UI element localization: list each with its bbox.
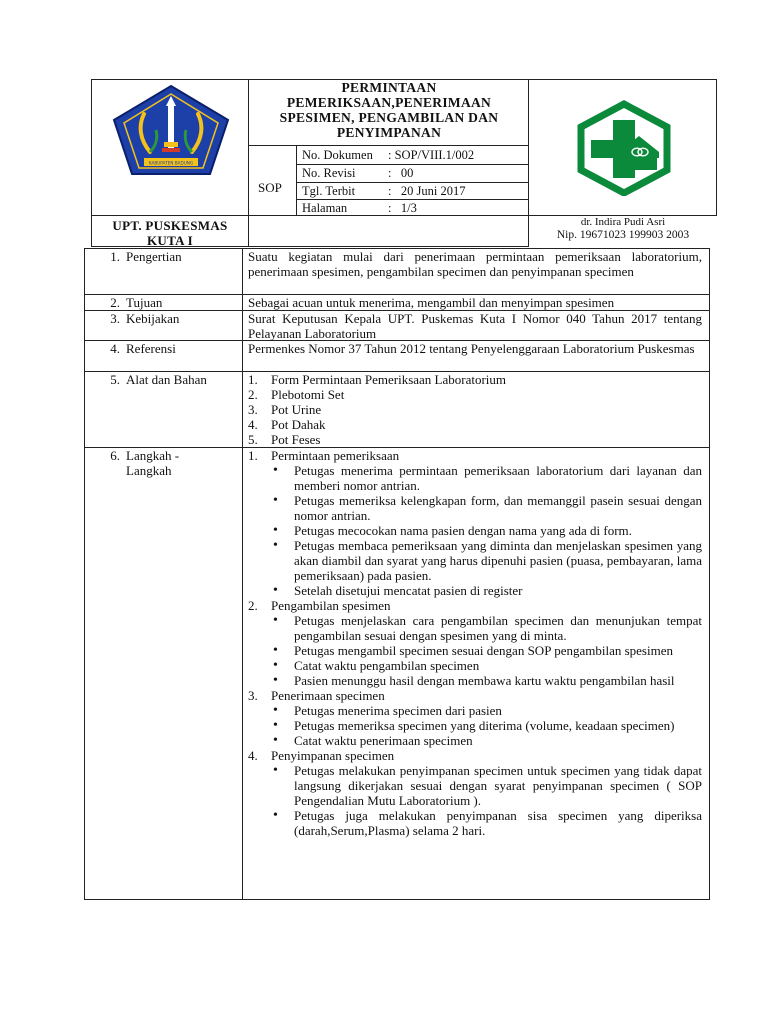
step-bullet: • Petugas melakukan penyimpanan specimen untuk specimen yang tidak dapat langsung dikerjakan sesuai dengan syarat penyimpanan specimen ( SOP Pengendalian Mutu Laboratorium ). [294, 763, 702, 808]
step-bullet: • Pasien menunggu hasil dengan membawa kartu waktu pengambilan hasil [294, 673, 702, 688]
meta-no-dokumen: No. Dokumen : SOP/VIII.1/002 [302, 148, 475, 162]
step-item: 1. Permintaan pemeriksaan • Petugas menerima permintaan pemeriksaan laboratorium dari layanan dan memberi nomor antrian. • Petugas memeriksa kelengkapan form, dan memanggil pasein sesuai dengan nomor antrian. • Petugas mecocokan nama pasien dengan nama yang ada di form. • Petugas membaca pemeriksaan yang diminta dan menjelaskan spesimen yang akan diambil dan syarat yang harus dipenuhi pasien (puasa, pembayaran, lama pemeriksaan) pada pasien. • Setelah disetujui mencatat pasien di register [248, 448, 702, 598]
meta-value: SOP/VIII.1/002 [394, 148, 475, 162]
pengertian-text: Suatu kegiatan mulai dari penerimaan permintaan pemeriksaan laboratorium, penerimaan spesimen, pengambilan specimen dan penyimpanan specimen [248, 249, 702, 279]
step-title: Pengambilan spesimen [271, 598, 391, 613]
meta-label: No. Revisi [302, 166, 356, 180]
meta-value: 1/3 [400, 201, 417, 215]
step-bullet: • Setelah disetujui mencatat pasien di register [294, 583, 702, 598]
organization-name [92, 218, 248, 248]
meta-label: No. Dokumen [302, 148, 373, 162]
step-bullet: • Petugas menerima permintaan pemeriksaan laboratorium dari layanan dan memberi nomor antrian. [294, 463, 702, 493]
step-bullet: • Petugas menjelaskan cara pengambilan specimen dan menunjukan tempat pengambilan sesuai dengan spesimen yang di minta. [294, 613, 702, 643]
step-bullet: • Petugas mengambil specimen sesuai dengan SOP pengambilan spesimen [294, 643, 702, 658]
step-title: Penyimpanan specimen [271, 748, 395, 763]
list-item: 4. Pot Dahak [248, 417, 326, 432]
row-label-tujuan: 2. Tujuan [110, 295, 163, 310]
step-item: 4. Penyimpanan specimen • Petugas melakukan penyimpanan specimen untuk specimen yang tidak dapat langsung dikerjakan sesuai dengan syarat penyimpanan specimen ( SOP Pengendalian Mutu Laboratorium ). • Petugas juga melakukan penyimpanan sisa specimen yang diperiksa (darah,Serum,Plasma) selama 2 hari. [248, 748, 702, 838]
referensi-text: Permenkes Nomor 37 Tahun 2012 tentang Penyelenggaraan Laboratorium Puskesmas [248, 341, 695, 356]
org-line: KUTA I [147, 233, 193, 248]
title-line: SPESIMEN, PENGAMBILAN DAN [279, 110, 499, 125]
regional-emblem-logo [110, 82, 232, 178]
meta-tgl-terbit: Tgl. Terbit : 20 Juni 2017 [302, 184, 466, 198]
meta-label: Halaman [302, 201, 348, 215]
row-label-kebijakan: 3. Kebijakan [110, 311, 180, 326]
list-item: 5. Pot Feses [248, 432, 321, 447]
svg-text:KABUPATEN BADUNG: KABUPATEN BADUNG [148, 160, 194, 166]
title-line: PERMINTAAN [341, 80, 437, 95]
row-label-langkah: 6. Langkah - Langkah [110, 448, 180, 478]
step-item: 3. Penerimaan specimen • Petugas menerima specimen dari pasien • Petugas memeriksa specimen yang diterima (volume, keadaan specimen) • Catat waktu penerimaan specimen [248, 688, 702, 748]
signer-name: dr. Indira Pudi Asri [580, 216, 666, 228]
meta-label: Tgl. Terbit [302, 184, 356, 198]
step-item: 2. Pengambilan spesimen • Petugas menjelaskan cara pengambilan specimen dan menunjukan tempat pengambilan sesuai dengan spesimen yang di minta. • Petugas mengambil specimen sesuai dengan SOP pengambilan spesimen • Catat waktu pengambilan specimen • Pasien menunggu hasil dengan membawa kartu waktu pengambilan hasil [248, 598, 702, 688]
step-bullet: • Petugas mecocokan nama pasien dengan nama yang ada di form. [294, 523, 702, 538]
list-item: 3. Pot Urine [248, 402, 322, 417]
alat-dan-bahan-list [248, 372, 702, 447]
tujuan-text: Sebagai acuan untuk menerima, mengambil dan menyimpan spesimen [248, 295, 615, 310]
step-title: Penerimaan specimen [271, 688, 385, 703]
step-bullet: • Petugas menerima specimen dari pasien [294, 703, 702, 718]
row-label-referensi: 4. Referensi [110, 341, 176, 356]
list-item: 2. Plebotomi Set [248, 387, 345, 402]
step-title: Permintaan pemeriksaan [271, 448, 400, 463]
kebijakan-text: Surat Keputusan Kepala UPT. Puskemas Kuta I Nomor 040 Tahun 2017 tentang Pelayanan Laboratorium [248, 311, 702, 341]
meta-value: 00 [400, 166, 414, 180]
step-bullet: • Petugas memeriksa kelengkapan form, dan memanggil pasein sesuai dengan nomor antrian. [294, 493, 702, 523]
step-bullet: • Catat waktu penerimaan specimen [294, 733, 702, 748]
signer-block [530, 216, 716, 242]
step-bullet: • Petugas membaca pemeriksaan yang diminta dan menjelaskan spesimen yang akan diambil dan syarat yang harus dipenuhi pasien (puasa, pembayaran, lama pemeriksaan) pada pasien. [294, 538, 702, 583]
step-bullet: • Petugas memeriksa specimen yang diterima (volume, keadaan specimen) [294, 718, 702, 733]
meta-no-revisi: No. Revisi : 00 [302, 166, 414, 180]
document-title [250, 80, 528, 140]
org-line: UPT. PUSKESMAS [112, 218, 228, 233]
row-label-alat-dan-bahan: 5. Alat dan Bahan [110, 372, 207, 387]
langkah-list [248, 448, 702, 838]
meta-halaman: Halaman : 1/3 [302, 201, 417, 215]
step-bullet: • Catat waktu pengambilan specimen [294, 658, 702, 673]
step-bullet: • Petugas juga melakukan penyimpanan sisa specimen yang diperiksa (darah,Serum,Plasma) selama 2 hari. [294, 808, 702, 838]
row-label-pengertian: 1. Pengertian [110, 249, 182, 264]
title-line: PENYIMPANAN [336, 125, 442, 140]
title-line: PEMERIKSAAN,PENERIMAAN [286, 95, 492, 110]
signer-nip: Nip. 19671023 199903 2003 [556, 229, 690, 241]
meta-value: 20 Juni 2017 [400, 184, 466, 198]
puskesmas-logo [575, 100, 673, 196]
sop-label: SOP [258, 180, 282, 195]
list-item: 1. Form Permintaan Pemeriksaan Laboratorium [248, 372, 507, 387]
